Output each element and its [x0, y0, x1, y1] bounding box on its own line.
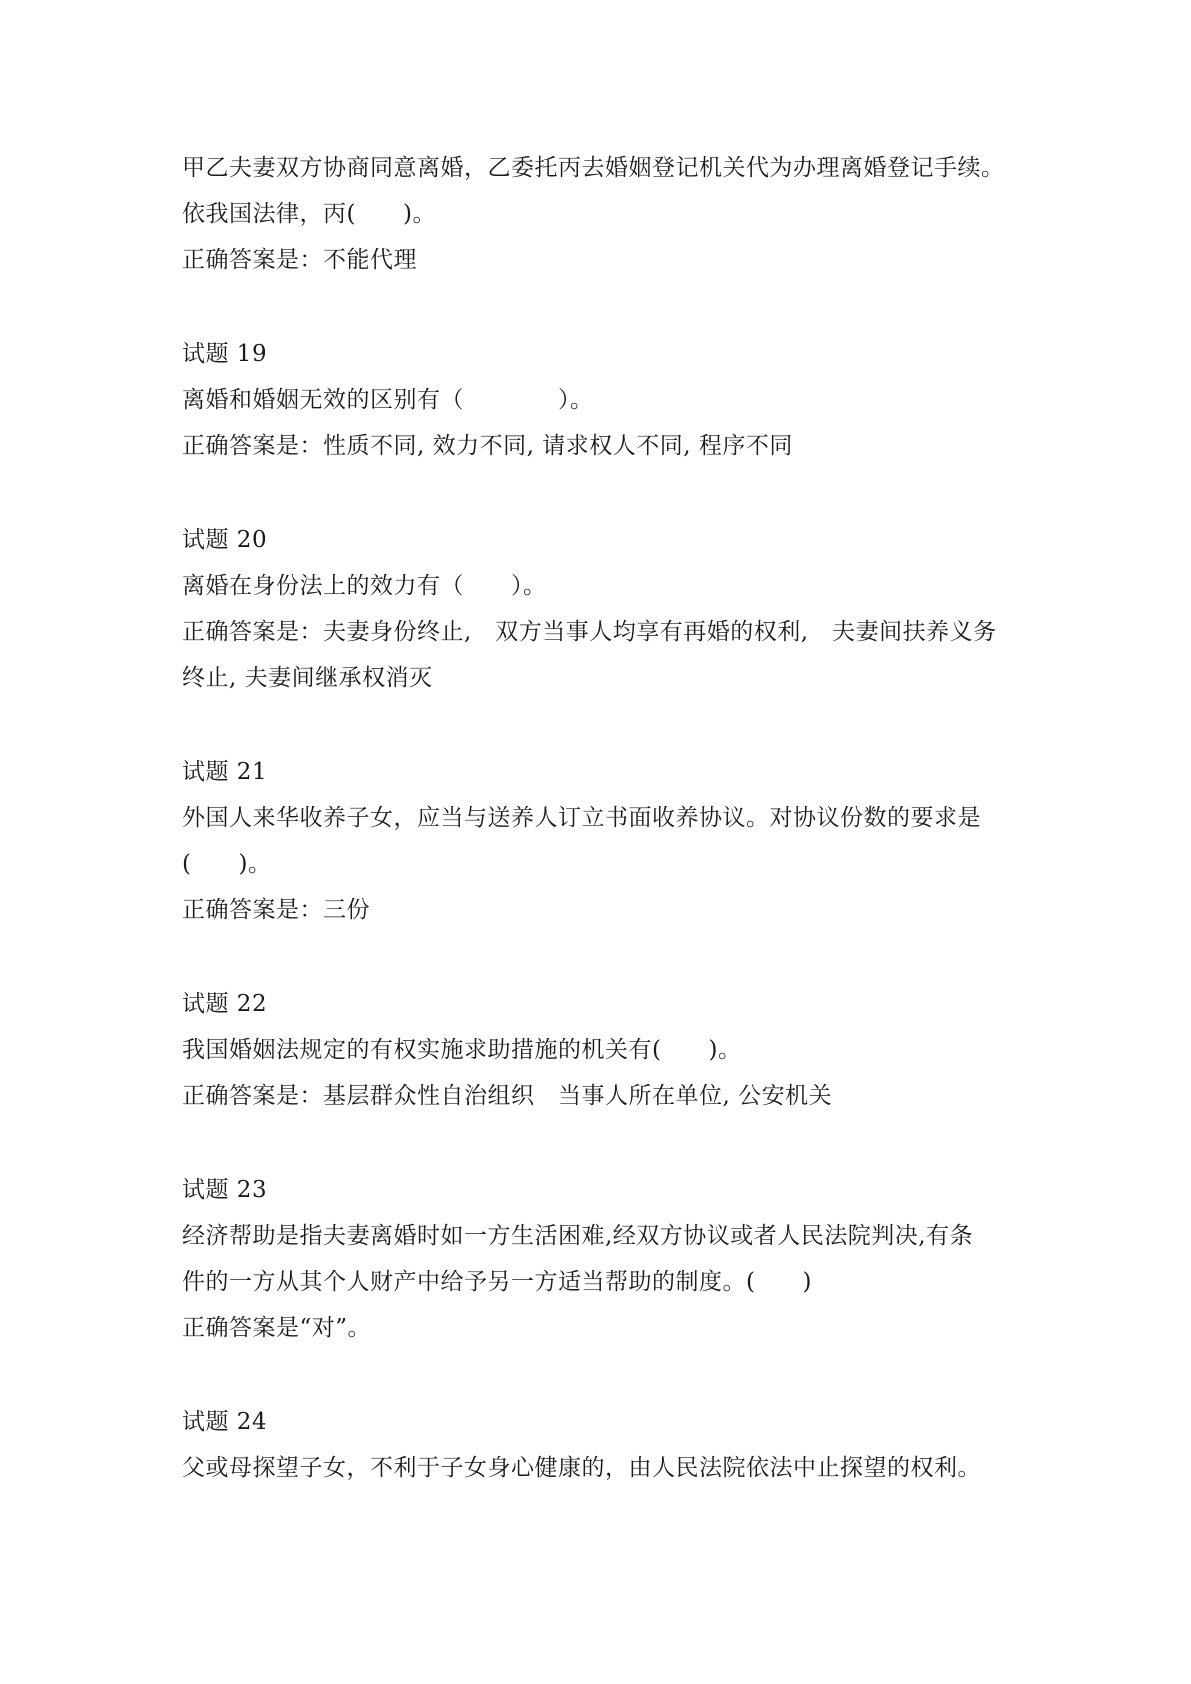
answer-text-20: 正确答案是：夫妻身份终止, 双方当事人均享有再婚的权利, 夫妻间扶养义务: [182, 619, 997, 645]
question-header-21: 试题 21: [182, 759, 268, 785]
question-text-19: 离婚和婚姻无效的区别有（ ）。: [182, 387, 594, 413]
question-header-20: 试题 20: [182, 527, 268, 553]
question-text-24: 父或母探望子女，不利于子女身心健康的，由人民法院依法中止探望的权利。: [182, 1455, 981, 1481]
intro-question-line: 依我国法律，丙( )。: [182, 201, 436, 227]
question-text-20: 离婚在身份法上的效力有（ ）。: [182, 573, 547, 599]
answer-text-23: 正确答案是“对”。: [182, 1315, 372, 1341]
question-text-21: 外国人来华收养子女，应当与送养人订立书面收养协议。对协议份数的要求是: [182, 805, 981, 831]
answer-text-22: 正确答案是：基层群众性自治组织 当事人所在单位, 公安机关: [182, 1083, 833, 1109]
question-text-23: 件的一方从其个人财产中给予另一方适当帮助的制度。( ): [182, 1269, 812, 1295]
question-header-24: 试题 24: [182, 1409, 268, 1435]
intro-answer: 正确答案是：不能代理: [182, 247, 417, 273]
answer-text-19: 正确答案是：性质不同, 效力不同, 请求权人不同, 程序不同: [182, 433, 793, 459]
intro-question-line: 甲乙夫妻双方协商同意离婚，乙委托丙去婚姻登记机关代为办理离婚登记手续。: [182, 155, 1005, 181]
question-text-23: 经济帮助是指夫妻离婚时如一方生活困难,经双方协议或者人民法院判决,有条: [182, 1223, 974, 1249]
question-text-22: 我国婚姻法规定的有权实施求助措施的机关有( )。: [182, 1037, 742, 1063]
answer-text-20: 终止, 夫妻间继承权消灭: [182, 665, 433, 691]
question-header-22: 试题 22: [182, 991, 268, 1017]
question-text-21: ( )。: [182, 851, 272, 877]
question-header-19: 试题 19: [182, 341, 268, 367]
answer-text-21: 正确答案是：三份: [182, 897, 370, 923]
question-header-23: 试题 23: [182, 1177, 268, 1203]
